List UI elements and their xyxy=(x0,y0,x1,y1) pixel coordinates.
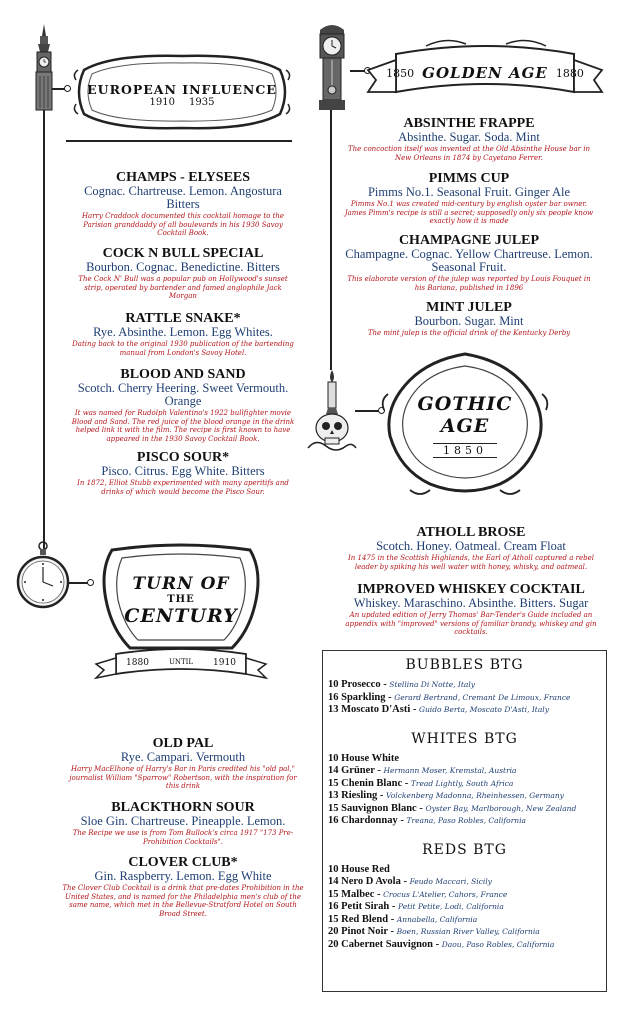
wine-label: 10 Prosecco - xyxy=(328,679,390,690)
cocktail-item xyxy=(340,582,602,637)
list-item xyxy=(323,679,606,692)
cocktail-ingredients: Sloe Gin. Chartreuse. Pineapple. Lemon. xyxy=(80,814,286,828)
cocktail-item xyxy=(344,116,594,162)
gothic-year: 1850 xyxy=(433,443,497,458)
skull-candle-icon xyxy=(306,368,358,456)
cocktail-ingredients: Bourbon. Cognac. Benedictine. Bitters xyxy=(86,260,280,274)
list-item xyxy=(323,790,606,803)
cocktail-description: Harry MacElhone of Harry's Bar in Paris credited his "old pal," journalist William "Sparrow" Robertson, with the inspiration for this drink xyxy=(69,765,297,790)
wine-detail: Hermann Moser, Kremstal, Austria xyxy=(383,766,517,775)
cocktail-name: MINT JULEP xyxy=(426,300,512,315)
cocktail-ingredients: Champagne. Cognac. Yellow Chartreuse. Lemon. Seasonal Fruit. xyxy=(345,247,593,274)
golden-age-banner xyxy=(366,36,604,110)
wine-detail: Feudo Maccari, Sicily xyxy=(409,877,492,886)
european-year-end: 1935 xyxy=(189,97,215,108)
wine-label: 20 Cabernet Sauvignon - xyxy=(328,938,442,950)
cocktail-description: This elaborate version of the julep was reported by Louis Fouquet in his Bariana, published in 1896 xyxy=(347,275,591,292)
bubbles-list xyxy=(323,679,606,717)
big-ben-icon xyxy=(30,22,58,112)
cocktail-name: BLOOD AND SAND xyxy=(120,367,246,382)
cocktail-item xyxy=(344,171,594,226)
cocktail-description: Pimms No.1 was created mid-century by english oyster bar owner. James Pimm's recipe is still a secret; supposedly only six people know exactly how it is made xyxy=(344,200,594,225)
wine-detail: Volckenberg Madonna, Rheinhessen, Germany xyxy=(386,791,564,800)
turn-year-end: 1910 xyxy=(213,658,236,668)
list-item xyxy=(323,692,606,705)
wine-detail: Daou, Paso Robles, California xyxy=(441,939,555,949)
cocktail-description: The mint julep is the official drink of the Kentucky Derby xyxy=(367,329,571,337)
gothic-title-2: AGE xyxy=(440,414,490,437)
wine-label: 15 Malbec - xyxy=(328,888,384,900)
cocktail-ingredients: Absinthe. Sugar. Soda. Mint xyxy=(398,130,540,144)
cocktail-description: In 1872, Elliot Stubb experimented with many aperitifs and drinks of which would become the Pisco Sour. xyxy=(77,479,289,496)
wine-label: 14 Nero D Avola - xyxy=(328,876,410,887)
timeline-right-line xyxy=(330,110,332,370)
cocktail-description: The Clover Club Cocktail is a drink that pre-dates Prohibition in the United States, and is named for the Philadelphia men's club of the same name, which met in the Bellevue-Stratford Hotel on South Broad Street. xyxy=(62,884,304,918)
cocktail-name: PIMMS CUP xyxy=(428,171,510,186)
european-year-start: 1910 xyxy=(149,97,175,108)
cocktail-name: BLACKTHORN SOUR xyxy=(111,800,255,815)
cocktail-item xyxy=(66,800,300,846)
wine-detail: Gerard Bertrand, Cremant De Limoux, France xyxy=(394,692,571,702)
cocktail-name: CHAMPAGNE JULEP xyxy=(398,233,540,248)
timeline-european-rule xyxy=(66,140,292,142)
wine-detail: Treana, Paso Robles, California xyxy=(406,816,526,825)
cocktail-name: CLOVER CLUB* xyxy=(128,855,238,870)
cocktail-ingredients: Whiskey. Maraschino. Absinthe. Bitters. Sugar xyxy=(353,596,589,610)
list-item xyxy=(323,778,606,791)
cocktail-name: ABSINTHE FRAPPE xyxy=(403,116,535,131)
wine-detail: Stellina Di Notte, Italy xyxy=(389,680,475,689)
turn-year-start: 1880 xyxy=(126,658,149,668)
cocktail-description: The Recipe we use is from Tom Bullock's circa 1917 "173 Pre-Prohibition Cocktails". xyxy=(72,829,294,846)
cocktail-description: In 1475 in the Scottish Highlands, the Earl of Atholl captured a rebel leader by spiking his well water with honey, whisky, and oatmeal. xyxy=(348,554,594,571)
wine-label: 20 Pinot Noir - xyxy=(328,926,397,937)
cocktail-name: IMPROVED WHISKEY COCKTAIL xyxy=(357,582,585,597)
gothic-title-1: GOTHIC xyxy=(417,392,513,415)
list-item xyxy=(323,753,606,766)
list-item xyxy=(323,939,606,952)
cocktail-description: An updated edition of Jerry Thomas' Bar-Tender's Guide included an appendix with "improved" versions of familiar brandy, whiskey and gin cocktails. xyxy=(345,611,597,636)
cocktail-item xyxy=(340,525,602,571)
cocktail-ingredients: Rye. Absinthe. Lemon. Egg Whites. xyxy=(93,325,273,339)
list-item xyxy=(323,704,606,717)
cocktail-description: It was named for Rudolph Valentino's 1922 bullfighter movie Blood and Sand. The red juice of the blood orange in the drink helped link it with the film. The recipe is first known to have appeared in the 1930 Savoy Cocktail Book. xyxy=(71,409,295,443)
turn-title-1: TURN OF xyxy=(132,573,230,594)
cocktail-ingredients: Gin. Raspberry. Lemon. Egg White xyxy=(94,869,272,883)
list-item xyxy=(323,864,606,877)
european-influence-banner xyxy=(72,50,292,134)
cocktail-item xyxy=(66,367,300,443)
wine-label: 10 House White xyxy=(328,752,399,764)
european-title: EUROPEAN INFLUENCE xyxy=(87,82,277,97)
wine-detail: Boen, Russian River Valley, California xyxy=(396,927,540,936)
cocktail-description: Dating back to the original 1930 publication of the bartending manual from London's Savoy Hotel. xyxy=(72,340,294,357)
bubbles-heading: BUBBLES BTG xyxy=(405,657,524,673)
cocktail-ingredients: Cognac. Chartreuse. Lemon. Angostura Bitters xyxy=(84,184,282,211)
cocktail-ingredients: Scotch. Honey. Oatmeal. Cream Float xyxy=(376,539,566,553)
cocktail-ingredients: Pimms No.1. Seasonal Fruit. Ginger Ale xyxy=(367,185,571,199)
cocktail-item xyxy=(344,233,594,292)
grandfather-clock-icon xyxy=(316,20,348,112)
cocktail-name: COCK N BULL SPECIAL xyxy=(102,246,264,261)
golden-year-end: 1880 xyxy=(555,66,584,80)
wine-detail: Annabella, California xyxy=(396,914,478,924)
cocktail-ingredients: Rye. Campari. Vermouth xyxy=(120,750,246,764)
cocktail-item xyxy=(72,311,294,357)
turn-year-until: UNTIL xyxy=(168,658,194,666)
turn-title-3: CENTURY xyxy=(124,604,238,627)
wine-label: 15 Sauvignon Blanc - xyxy=(328,802,426,814)
list-item xyxy=(323,914,606,927)
cocktail-description: Harry Craddock documented this cocktail homage to the Parisian granddaddy of all boulevards in his 1930 Savoy Cocktail Book. xyxy=(81,212,285,237)
wine-label: 16 Sparkling - xyxy=(328,691,395,703)
list-item xyxy=(323,765,606,778)
list-item xyxy=(323,815,606,828)
wine-detail: Oyster Bay, Marlborough, New Zealand xyxy=(425,803,577,813)
whites-heading: WHITES BTG xyxy=(411,730,518,747)
golden-year-start: 1850 xyxy=(386,66,415,80)
cocktail-item xyxy=(72,450,294,496)
cocktail-item xyxy=(72,246,294,301)
cocktail-item xyxy=(72,170,294,238)
cocktail-item xyxy=(344,300,594,338)
wine-label: 13 Moscato D'Asti - xyxy=(328,704,419,715)
wine-label: 16 Petit Sirah - xyxy=(328,901,398,912)
list-item xyxy=(323,901,606,914)
wine-label: 15 Red Blend - xyxy=(328,913,397,925)
cocktail-item xyxy=(60,855,306,918)
wine-detail: Crocus L'Atelier, Cahors, France xyxy=(383,889,508,899)
whites-list xyxy=(323,753,606,828)
wine-detail: Tread Lightly, South Africa xyxy=(410,778,514,788)
wine-detail: Petit Petite, Lodi, California xyxy=(398,902,504,911)
timeline-left-line xyxy=(43,110,45,550)
cocktail-ingredients: Scotch. Cherry Heering. Sweet Vermouth. Orange xyxy=(77,381,289,408)
reds-heading: REDS BTG xyxy=(422,841,507,858)
timeline-dot-european xyxy=(64,85,71,92)
turn-of-century-banner xyxy=(92,540,270,688)
cocktail-name: ATHOLL BROSE xyxy=(416,525,526,540)
list-item xyxy=(323,876,606,889)
cocktail-item xyxy=(66,736,300,791)
wine-label: 14 Grüner - xyxy=(328,765,384,776)
cocktail-name: OLD PAL xyxy=(152,736,214,751)
list-item xyxy=(323,803,606,816)
gothic-age-banner xyxy=(380,350,550,500)
list-item xyxy=(323,889,606,902)
cocktail-name: PISCO SOUR* xyxy=(136,450,230,465)
cocktail-name: CHAMPS - ELYSEES xyxy=(115,170,251,185)
cocktail-description: The concoction itself was invented at the Old Absinthe House bar in New Orleans in 1874 by Cayetano Ferrer. xyxy=(348,145,590,162)
wine-label: 10 House Red xyxy=(328,863,390,875)
wine-label: 16 Chardonnay - xyxy=(328,815,407,826)
cocktail-ingredients: Bourbon. Sugar. Mint xyxy=(414,314,524,328)
cocktail-ingredients: Pisco. Citrus. Egg White. Bitters xyxy=(101,464,265,478)
cocktail-name: RATTLE SNAKE* xyxy=(125,311,241,326)
reds-list xyxy=(323,864,606,952)
cocktail-description: The Cock N' Bull was a popular pub on Hollywood's sunset strip, operated by bartender and famed anglophile Jack Morgan xyxy=(78,275,288,300)
wine-by-the-glass-box xyxy=(322,650,607,992)
pocket-watch-icon xyxy=(16,540,70,614)
wine-label: 13 Riesling - xyxy=(328,790,387,801)
turn-title-2: THE xyxy=(167,593,195,605)
list-item xyxy=(323,926,606,939)
wine-label: 15 Chenin Blanc - xyxy=(328,777,411,789)
golden-title: GOLDEN AGE xyxy=(422,64,548,82)
wine-detail: Guido Berta, Moscato D'Asti, Italy xyxy=(418,705,549,714)
